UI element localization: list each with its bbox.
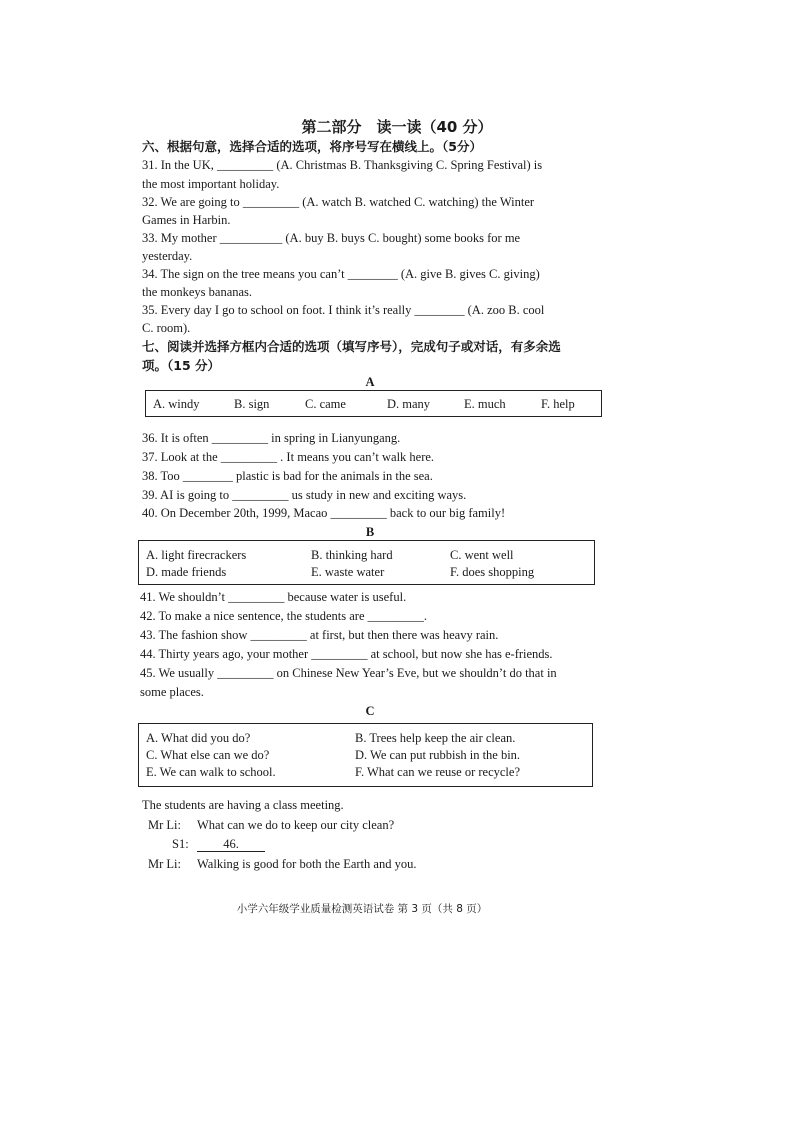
- box-c: [138, 723, 593, 787]
- question-35-line-1: 35. Every day I go to school on foot. I think it’s really ________ (A. zoo B. cool: [142, 303, 545, 317]
- question-37: 37. Look at the _________ . It means you can’t walk here.: [142, 450, 435, 464]
- section-7-heading-line-2: 项。（15 分）: [142, 358, 220, 373]
- question-34-line-1: 34. The sign on the tree means you can’t ________ (A. give B. gives C. giving): [142, 267, 540, 281]
- box-b-option: D. made friends: [146, 565, 227, 579]
- dialogue-text: Walking is good for both the Earth and you.: [197, 857, 417, 871]
- box-a-option: C. came: [305, 397, 346, 411]
- question-31-line-1: 31. In the UK, _________ (A. Christmas B. Thanksgiving C. Spring Festival) is: [142, 158, 543, 172]
- box-c-label: C: [365, 704, 375, 718]
- box-a-option: A. windy: [153, 397, 200, 411]
- box-a-label: A: [365, 375, 375, 389]
- box-b-option: C. went well: [450, 548, 514, 562]
- dialogue-speaker: Mr Li:: [148, 857, 181, 871]
- section-7-heading-line-1: 七、阅读并选择方框内合适的选项（填写序号），完成句子或对话，有多余选: [142, 339, 561, 354]
- box-c-option: D. We can put rubbish in the bin.: [355, 748, 521, 762]
- question-43: 43. The fashion show _________ at first, but then there was heavy rain.: [140, 628, 499, 642]
- question-35-line-2: C. room).: [142, 321, 191, 335]
- question-45-line-1: 45. We usually _________ on Chinese New Year’s Eve, but we shouldn’t do that in: [140, 666, 557, 680]
- box-c-option: C. What else can we do?: [146, 748, 270, 762]
- box-a-option: F. help: [541, 397, 575, 411]
- box-a: [145, 390, 602, 417]
- box-c-option: F. What can we reuse or recycle?: [355, 765, 521, 779]
- box-b-option: E. waste water: [311, 565, 385, 579]
- box-a-option: B. sign: [234, 397, 270, 411]
- page-footer: 小学六年级学业质量检测英语试卷 第 3 页（共 8 页）: [236, 903, 488, 915]
- question-31-line-2: the most important holiday.: [142, 177, 280, 191]
- question-41: 41. We shouldn’t _________ because water is useful.: [140, 590, 407, 604]
- question-40: 40. On December 20th, 1999, Macao _________ back to our big family!: [142, 506, 506, 520]
- box-b-option: B. thinking hard: [311, 548, 393, 562]
- question-42: 42. To make a nice sentence, the students are _________.: [140, 609, 428, 623]
- question-39: 39. AI is going to _________ us study in new and exciting ways.: [142, 488, 467, 502]
- dialogue-speaker: Mr Li:: [148, 818, 181, 832]
- question-36: 36. It is often _________ in spring in Lianyungang.: [142, 431, 401, 445]
- answer-blank-46: 46.: [197, 837, 265, 852]
- dialogue-intro: The students are having a class meeting.: [142, 798, 344, 812]
- question-33-line-2: yesterday.: [142, 249, 193, 263]
- dialogue-text: What can we do to keep our city clean?: [197, 818, 395, 832]
- box-b: [138, 540, 595, 585]
- box-b-label: B: [365, 525, 375, 539]
- section-6-heading: 六、根据句意，选择合适的选项，将序号写在横线上。（5分）: [142, 139, 482, 154]
- box-a-option: D. many: [387, 397, 431, 411]
- question-38: 38. Too ________ plastic is bad for the animals in the sea.: [142, 469, 433, 483]
- question-44: 44. Thirty years ago, your mother _________ at school, but now she has e-friends.: [140, 647, 553, 661]
- question-45-line-2: some places.: [140, 685, 204, 699]
- question-32-line-1: 32. We are going to _________ (A. watch B. watched C. watching) the Winter: [142, 195, 535, 209]
- box-c-option: A. What did you do?: [146, 731, 251, 745]
- question-32-line-2: Games in Harbin.: [142, 213, 231, 227]
- question-34-line-2: the monkeys bananas.: [142, 285, 253, 299]
- box-c-option: E. We can walk to school.: [146, 765, 276, 779]
- dialogue-speaker: S1:: [172, 837, 189, 851]
- question-33-line-1: 33. My mother __________ (A. buy B. buys C. bought) some books for me: [142, 231, 521, 245]
- box-a-option: E. much: [464, 397, 506, 411]
- box-c-option: B. Trees help keep the air clean.: [355, 731, 516, 745]
- part-title: 第二部分 读一读（40 分）: [301, 118, 493, 136]
- box-b-option: F. does shopping: [450, 565, 535, 579]
- box-b-option: A. light firecrackers: [146, 548, 247, 562]
